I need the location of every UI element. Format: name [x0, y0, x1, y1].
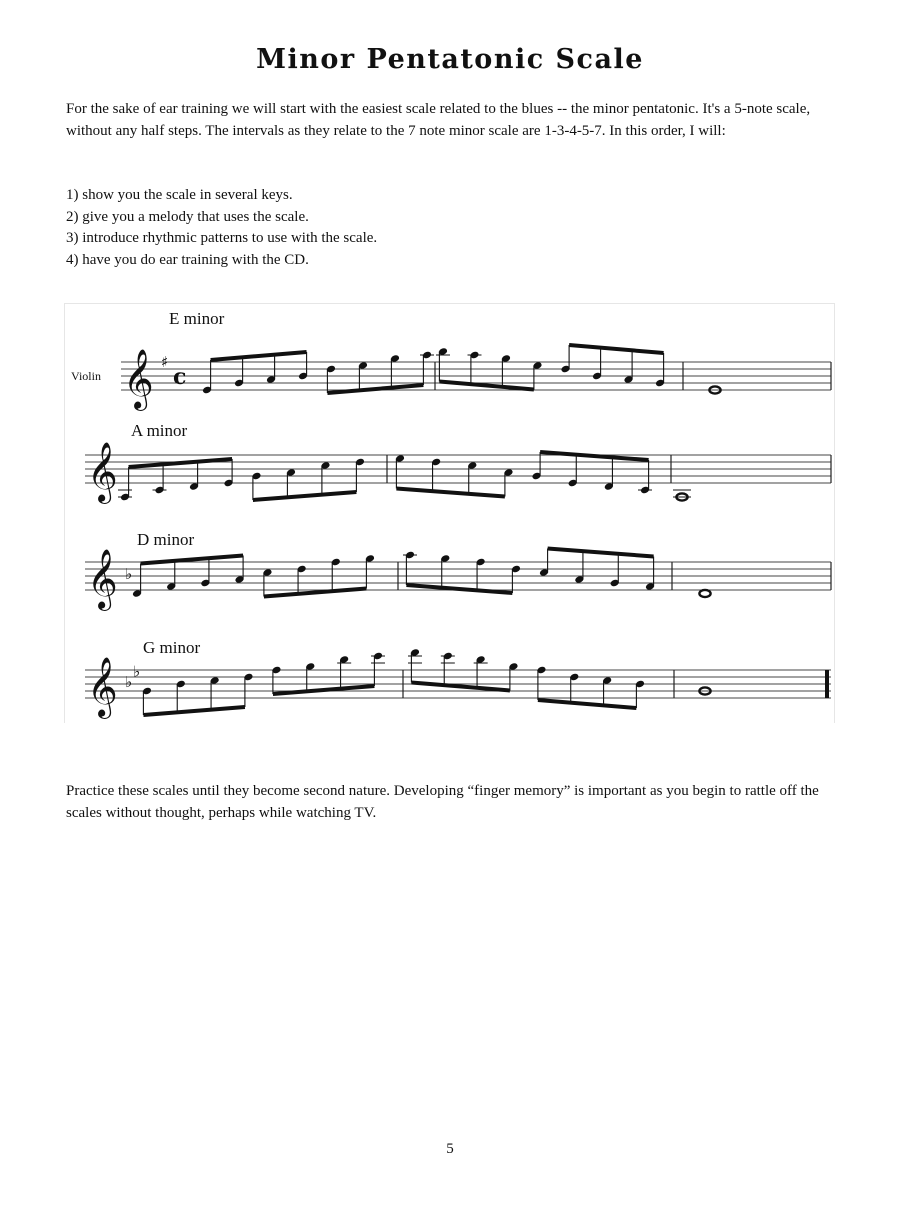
note-beam [143, 707, 245, 715]
scale-label: G minor [143, 638, 201, 657]
instrument-label: Violin [71, 369, 101, 383]
steps-list [66, 185, 836, 271]
note-beam [406, 585, 512, 593]
step-item: 2) give you a melody that uses the scale. [66, 208, 309, 225]
music-notation-box [64, 303, 835, 723]
step-item: 1) show you the scale in several keys. [66, 187, 293, 203]
scale-label: E minor [169, 309, 225, 328]
scale-label: A minor [131, 421, 188, 440]
outro-paragraph: Practice these scales until they become second nature. Developing “finger memory” is important as you begin to rattle off the scales without thought, perhaps while watching TV. [66, 783, 819, 821]
note-beam [540, 452, 649, 460]
treble-clef-icon: 𝄞 [87, 442, 118, 502]
note-beam [129, 459, 233, 467]
step-item: 3) introduce rhythmic patterns to use with the scale. [66, 230, 378, 246]
note-beam [569, 345, 664, 353]
note-beam [273, 686, 375, 694]
note-beam [548, 549, 654, 557]
note-beam [211, 352, 307, 360]
sharp-icon: ♯ [161, 353, 169, 371]
whole-note [699, 590, 710, 597]
scale-label: D minor [137, 530, 195, 549]
note-beam [327, 385, 423, 393]
treble-clef-icon: 𝄞 [87, 657, 118, 717]
step-item: 4) have you do ear training with the CD. [66, 251, 309, 268]
treble-clef-icon: 𝄞 [123, 349, 154, 409]
common-time-icon: c [173, 364, 187, 390]
flat-icon: ♭ [125, 565, 133, 583]
page-title: Minor Pentatonic Scale [256, 44, 644, 75]
note-beam [538, 700, 637, 708]
page-number: 5 [446, 1141, 454, 1157]
note-beam [396, 489, 505, 497]
note-beam [253, 492, 357, 500]
flat-icon: ♭ [125, 673, 133, 691]
treble-clef-icon: 𝄞 [87, 549, 118, 609]
intro-paragraph: For the sake of ear training we will start with the easiest scale related to the blues -- the minor pentatonic. It's a 5-note scale, without any half steps. The intervals as they relate to the 7 note minor scale are 1-3-4-5-7. In this order, I will: [66, 101, 811, 139]
scale-notation [65, 304, 836, 724]
flat-icon: ♭ [133, 662, 141, 681]
